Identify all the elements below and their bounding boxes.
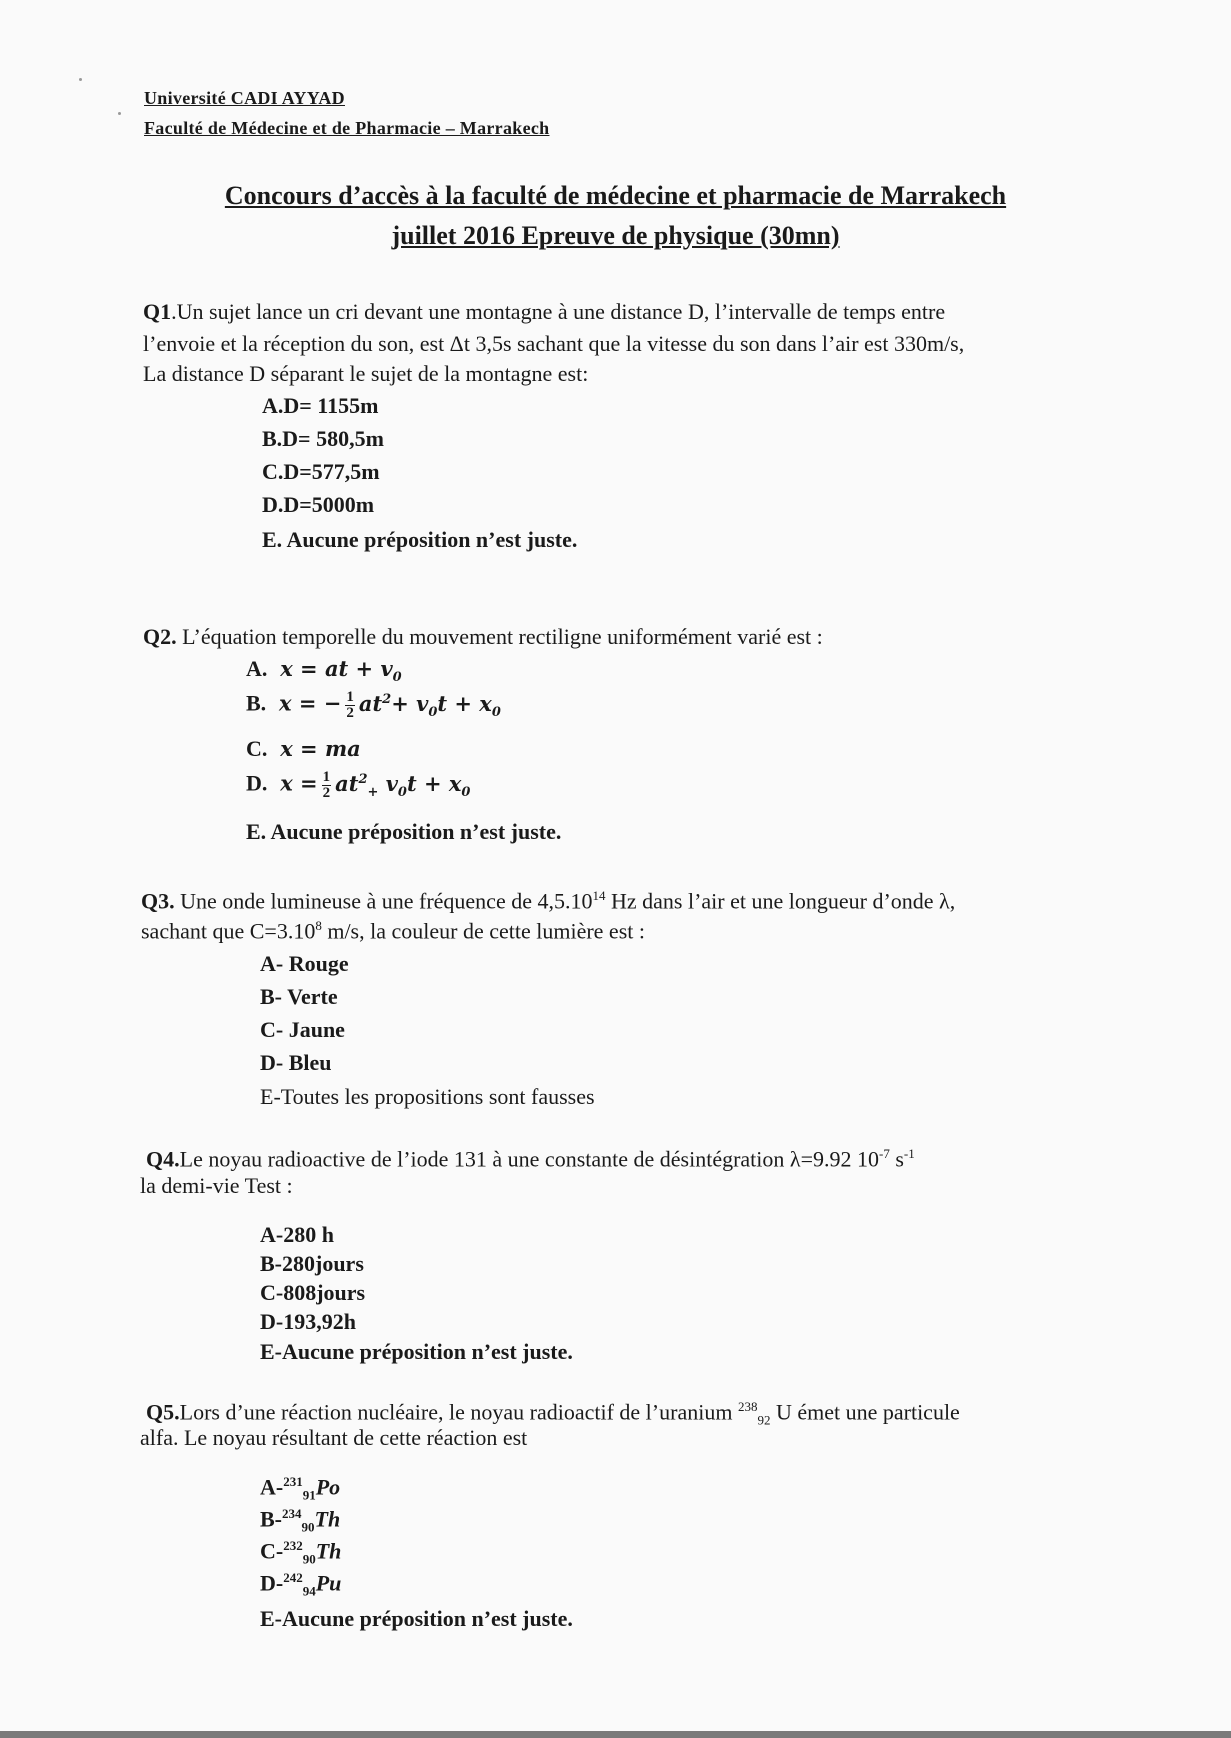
q5-option-b: B-$^{234}_{90}$Th bbox=[260, 1506, 341, 1535]
q3-option-d: D- Bleu bbox=[260, 1050, 332, 1075]
q2-option-c: C. x = ma bbox=[246, 736, 361, 761]
q5-line1: Q5.Lors d’une réaction nucléaire, le noyau radioactif de l’uranium $^{238}_{92}$ U émet une particule bbox=[146, 1399, 960, 1428]
scan-speck bbox=[79, 78, 82, 81]
q2-option-e: E. Aucune préposition n’est juste. bbox=[246, 819, 562, 844]
q4-option-e: E-Aucune préposition n’est juste. bbox=[260, 1339, 573, 1364]
q1-option-e: E. Aucune préposition n’est juste. bbox=[262, 527, 578, 552]
q3-option-c: C- Jaune bbox=[260, 1017, 345, 1042]
q2-option-a: A. x = at + $v_0$ bbox=[246, 656, 402, 686]
exam-title-line1: Concours d’accès à la faculté de médecine et pharmacie de Marrakech bbox=[224, 181, 1007, 210]
q4-option-b: B-280jours bbox=[260, 1251, 364, 1276]
q2-number: Q2. bbox=[143, 624, 177, 649]
q1-option-a: A.D= 1155m bbox=[262, 393, 379, 418]
q1-option-d: D.D=5000m bbox=[262, 492, 375, 517]
q2-line bbox=[143, 624, 823, 650]
q3-option-e: E-Toutes les propositions sont fausses bbox=[260, 1084, 595, 1109]
q3-option-b: B- Verte bbox=[260, 984, 338, 1009]
q1-line1 bbox=[143, 299, 945, 325]
q5-option-e: E-Aucune préposition n’est juste. bbox=[260, 1606, 573, 1631]
q1-line2: l’envoie et la réception du son, est Δt 3,5s sachant que la vitesse du son dans l’air est 330m/s, bbox=[143, 331, 965, 356]
q1-option-c: C.D=577,5m bbox=[262, 459, 380, 484]
university-name: Université CADI AYYAD bbox=[144, 88, 345, 108]
q4-option-c: C-808jours bbox=[260, 1280, 366, 1305]
q1-line3: La distance D séparant le sujet de la montagne est: bbox=[143, 361, 589, 386]
q1-number: Q1 bbox=[143, 299, 172, 324]
q5-line2: alfa. Le noyau résultant de cette réaction est bbox=[140, 1425, 528, 1450]
q1-text-1: .Un sujet lance un cri devant une montagne à une distance D, l’intervalle de temps entre bbox=[171, 299, 946, 324]
q1-option-b: B.D= 580,5m bbox=[262, 426, 384, 451]
q4-option-d: D-193,92h bbox=[260, 1309, 356, 1334]
q5-option-d: D-$^{242}_{94}$Pu bbox=[260, 1570, 342, 1599]
q4-option-a: A-280 h bbox=[260, 1222, 334, 1247]
q4-line2: la demi-vie Test : bbox=[140, 1173, 293, 1198]
q3-option-a: A- Rouge bbox=[260, 951, 349, 976]
q3-line2: sachant que $C=3.10^8$ m/s, la couleur de cette lumière est : bbox=[141, 918, 645, 944]
q2-d-fraction: $\frac{1}{2}$ bbox=[322, 769, 331, 801]
q5-option-c: C-$^{232}_{90}$Th bbox=[260, 1538, 342, 1567]
q3-number: Q3. bbox=[141, 888, 175, 914]
q2-text: L’équation temporelle du mouvement rectiligne uniformément varié est : bbox=[176, 624, 823, 649]
q3-line1: Q3. Une onde lumineuse à une fréquence de 4,5.10$^{14}$ Hz dans l’air et une longueur d’onde λ, bbox=[141, 888, 956, 914]
q4-line1: Q4.Le noyau radioactive de l’iode 131 à une constante de désintégration λ=9.92 $10^{-7}$ $s^{-1}$ bbox=[146, 1146, 915, 1172]
q5-option-a: A-$^{231}_{91}$Po bbox=[260, 1474, 341, 1503]
q2-option-b: B. x = − $\frac{1}{2}$ $at^2+ v_0t + x_0$ bbox=[246, 689, 501, 721]
faculty-name: Faculté de Médecine et de Pharmacie – Marrakech bbox=[144, 118, 550, 138]
scan-bottom-edge bbox=[0, 1731, 1231, 1738]
exam-title-line2: juillet 2016 Epreuve de physique (30mn) bbox=[391, 221, 840, 250]
q2-b-fraction: $\frac{1}{2}$ bbox=[346, 689, 354, 721]
q4-number: Q4. bbox=[146, 1146, 180, 1172]
q2-option-d: D. x = $\frac{1}{2}$ $at^2_+$ $v_0t + x_0$ bbox=[246, 769, 471, 801]
scan-speck bbox=[118, 112, 121, 115]
q5-number: Q5. bbox=[146, 1399, 180, 1425]
